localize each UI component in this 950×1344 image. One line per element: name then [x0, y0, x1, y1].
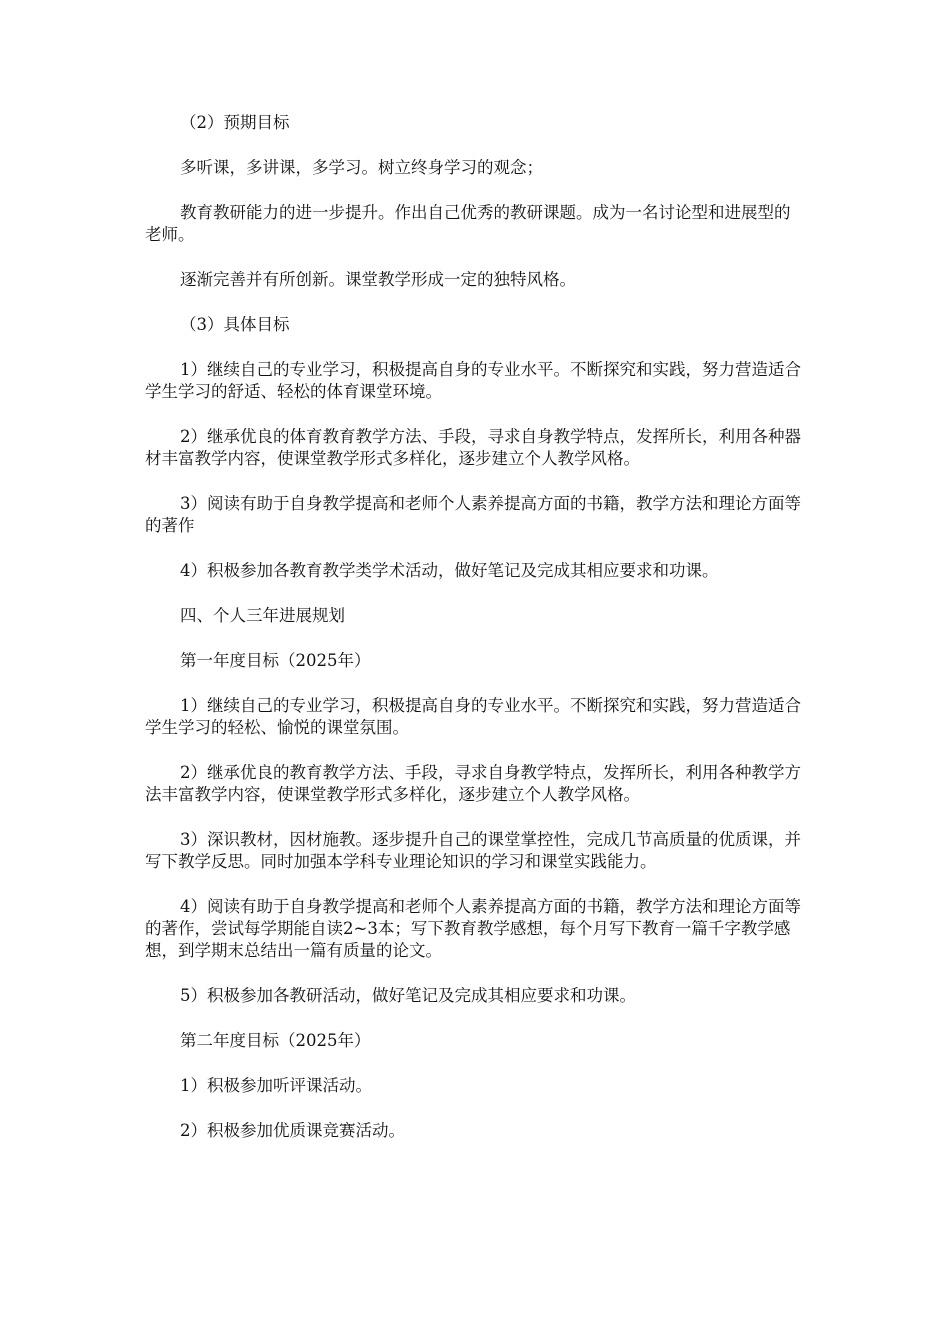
list-item: 4）积极参加各教育教学类学术活动，做好笔记及完成其相应要求和功课。 [180, 561, 719, 580]
subheading-expected-goals: （2）预期目标 [180, 113, 290, 132]
subheading-specific-goals: （3）具体目标 [180, 315, 290, 334]
subheading-second-year: 第二年度目标（2025年） [180, 1031, 371, 1050]
list-item: 2）积极参加优质课竞赛活动。 [180, 1121, 405, 1140]
list-item: 4）阅读有助于自身教学提高和老师个人素养提高方面的书籍，教学方法和理论方面等的著作，尝试每学期能自读2~3本；写下教育教学感想，每个月写下教育一篇千字教学感想，到学期末总结出一篇有质量的论文。 [145, 897, 801, 960]
list-item: 3）阅读有助于自身教学提高和老师个人素养提高方面的书籍，教学方法和理论方面等的著作 [145, 494, 801, 535]
paragraph: 逐渐完善并有所创新。课堂教学形成一定的独特风格。 [180, 270, 576, 289]
paragraph: 多听课，多讲课，多学习。树立终身学习的观念； [180, 158, 543, 177]
list-item: 2）继承优良的体育教育教学方法、手段，寻求自身教学特点，发挥所长，利用各种器材丰富教学内容，使课堂教学形式多样化，逐步建立个人教学风格。 [145, 427, 801, 468]
list-item: 1）继续自己的专业学习，积极提高自身的专业水平。不断探究和实践，努力营造适合学生学习的舒适、轻松的体育课堂环境。 [145, 360, 801, 401]
list-item: 5）积极参加各教研活动，做好笔记及完成其相应要求和功课。 [180, 986, 636, 1005]
section-heading-three-year-plan: 四、个人三年进展规划 [180, 606, 345, 625]
list-item: 2）继承优良的教育教学方法、手段，寻求自身教学特点，发挥所长，利用各种教学方法丰富教学内容，使课堂教学形式多样化，逐步建立个人教学风格。 [145, 763, 801, 804]
paragraph: 教育教研能力的进一步提升。作出自己优秀的教研课题。成为一名讨论型和进展型的老师。 [145, 203, 791, 244]
list-item: 1）积极参加听评课活动。 [180, 1076, 372, 1095]
list-item: 1）继续自己的专业学习，积极提高自身的专业水平。不断探究和实践，努力营造适合学生学习的轻松、愉悦的课堂氛围。 [145, 696, 801, 737]
document-body [145, 112, 805, 1165]
subheading-first-year: 第一年度目标（2025年） [180, 651, 371, 670]
list-item: 3）深识教材，因材施教。逐步提升自己的课堂掌控性，完成几节高质量的优质课，并写下教学反思。同时加强本学科专业理论知识的学习和课堂实践能力。 [145, 830, 801, 871]
